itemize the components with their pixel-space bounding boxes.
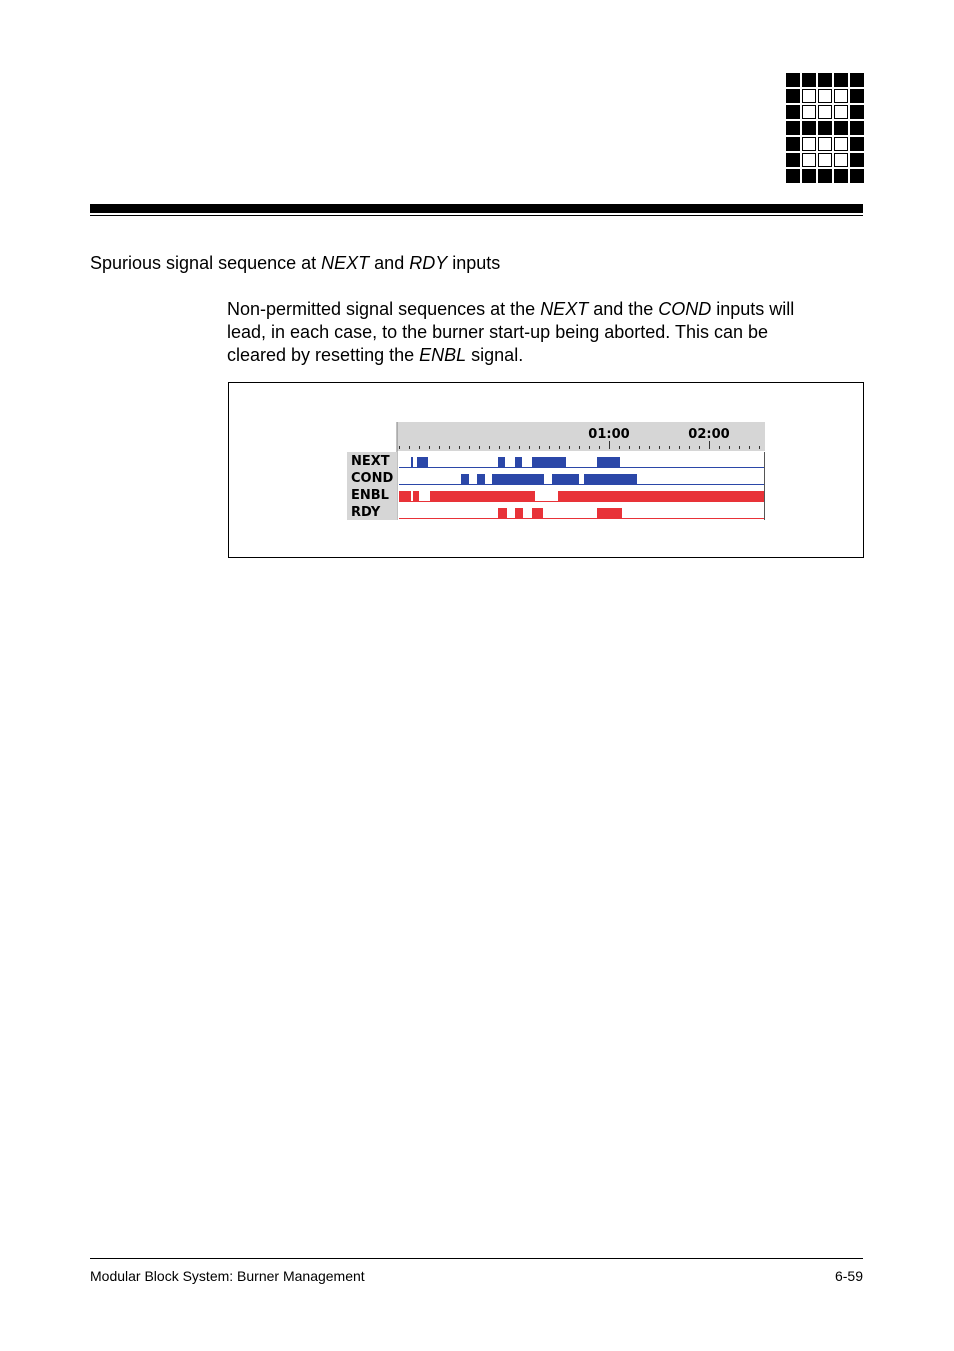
signal-pulse-next [515,457,522,468]
logo [786,73,864,183]
logo-square [850,73,864,87]
signal-pulse-cond [477,474,485,485]
header-rule [90,204,863,213]
logo-square [834,169,848,183]
header-rule-thin [90,215,863,216]
logo-square [834,73,848,87]
signal-label-rdy: RDY [351,505,381,520]
logo-square [802,121,816,135]
tick-label: 02:00 [688,427,730,442]
logo-square [802,169,816,183]
description-paragraph [227,298,867,367]
signal-pulse-cond [584,474,637,485]
signal-pulse-enbl [430,491,535,502]
logo-square [818,105,832,119]
signal-pulse-enbl [413,491,419,502]
logo-square [818,169,832,183]
signal-label-enbl: ENBL [351,488,389,503]
logo-square [850,105,864,119]
logo-square [802,89,816,103]
signal-pulse-rdy [532,508,543,519]
logo-square [818,89,832,103]
logo-square [786,153,800,167]
logo-square [786,169,800,183]
logo-square [786,73,800,87]
logo-square [802,137,816,151]
signal-pulse-next [597,457,620,468]
logo-square [802,153,816,167]
signal-pulse-rdy [515,508,523,519]
logo-square [850,137,864,151]
logo-square [834,105,848,119]
logo-square [834,153,848,167]
signal-label-next: NEXT [351,454,390,469]
footer-rule [90,1258,863,1259]
logo-square [850,121,864,135]
logo-square [786,89,800,103]
logo-square [850,153,864,167]
signal-pulse-cond [461,474,469,485]
logo-square [818,73,832,87]
logo-square [834,89,848,103]
timing-diagram-figure [228,382,864,558]
signal-pulse-next [417,457,428,468]
footer-title: Modular Block System: Burner Management [90,1268,365,1284]
signal-pulse-next [532,457,566,468]
logo-square [786,121,800,135]
section-heading: Spurious signal sequence at NEXT and RDY inputs [90,253,501,273]
signal-pulse-rdy [597,508,622,519]
signal-pulse-rdy [498,508,507,519]
logo-square [850,89,864,103]
logo-square [818,153,832,167]
signal-pulse-cond [492,474,544,485]
signal-pulse-enbl [399,491,411,502]
logo-square [818,121,832,135]
paragraph-line-2: lead, in each case, to the burner start-up being aborted. This can be [227,322,769,342]
logo-square [786,105,800,119]
logo-square [818,137,832,151]
timing-diagram [229,383,865,559]
paragraph-line-1: Non-permitted signal sequences at the NEXT and the COND inputs will [227,299,795,319]
signal-pulse-cond [552,474,579,485]
signal-pulse-next [498,457,505,468]
page-number: 6-59 [834,1268,863,1284]
logo-square [834,121,848,135]
logo-square [850,169,864,183]
paragraph-line-3: cleared by resetting the ENBL signal. [227,345,524,365]
signal-pulse-next [411,457,413,468]
tick-label: 01:00 [588,427,630,442]
logo-square [834,137,848,151]
logo-square [802,73,816,87]
logo-square [786,137,800,151]
signal-label-cond: COND [351,471,394,486]
signal-pulse-enbl [558,491,764,502]
logo-square [802,105,816,119]
